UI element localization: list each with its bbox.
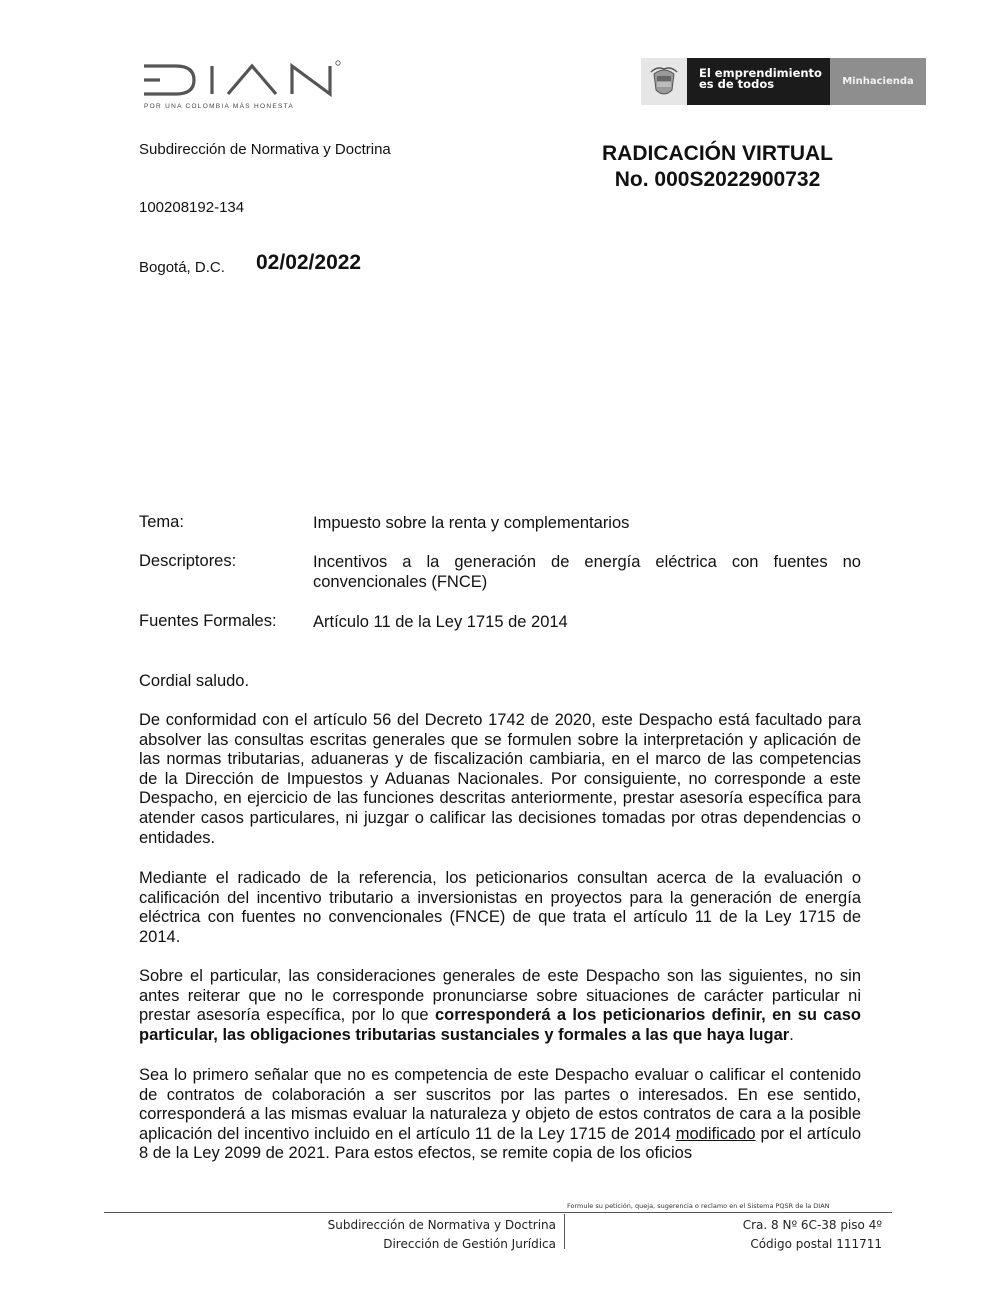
paragraph-3 [139,967,861,1045]
paragraph-3-bold: corresponderá a los peticionarios definir, en su caso particular, las obligaciones tributarias sustanciales y formales a las que haya lugar [139,1006,861,1044]
footer-divider [564,1214,565,1249]
letter-date: 02/02/2022 [256,251,362,274]
fuentes-value: Artículo 11 de la Ley 1715 de 2014 [313,613,568,631]
office-name: Subdirección de Normativa y Doctrina [139,141,391,158]
descriptores-label: Descriptores: [139,552,237,570]
greeting: Cordial saludo. [139,672,250,690]
city: Bogotá, D.C. [139,259,225,276]
paragraph-4 [139,1066,861,1164]
paragraph-3-end: . [789,1025,794,1044]
radicacion-block [560,141,875,193]
radicacion-number: No. 000S2022900732 [614,168,821,191]
banner-ministry: Minhacienda [830,58,926,105]
footer-address-line-2: Código postal 111711 [750,1237,882,1251]
paragraph-4-link[interactable]: modificado [675,1124,756,1143]
tema-value: Impuesto sobre la renta y complementarios [313,514,630,532]
footer-address [743,1216,882,1254]
reference-number: 100208192-134 [139,199,245,216]
coat-of-arms-icon [641,58,687,105]
dian-tagline: POR UNA COLOMBIA MÁS HONESTA [144,103,295,110]
banner-slogan: El emprendimiento es de todos [687,58,830,105]
paragraph-2: Mediante el radicado de la referencia, los peticionarios consultan acerca de la evaluación o calificación del incentivo tributario a inversionistas en proyectos para la generación de energía eléctrica con fuentes no convencionales (FNCE) de que trata el artículo 11 de la Ley 1715 de 2014. [139,869,861,946]
paragraph-4-end: por el artículo 8 de la Ley 2099 de 2021. Para estos efectos, se remite copia de los oficios [139,1124,861,1163]
radicacion-title: RADICACIÓN VIRTUAL [602,142,833,165]
government-banner [641,58,926,105]
fuentes-label: Fuentes Formales: [139,612,277,630]
tema-label: Tema: [139,513,184,531]
paragraph-4-text: Sea lo primero señalar que no es competencia de este Despacho evaluar o calificar el contenido de contratos de colaboración a ser suscritos por las partes o interesados. En ese sentido, corresponderá a las mismas evaluar la naturaleza y objeto de estos contratos de cara a la posible aplicación del incentivo incluido en el artículo 11 de la Ley 1715 de 2014 [139,1066,861,1143]
footer-office-line-1: Subdirección de Normativa y Doctrina [327,1218,556,1232]
footer-address-line-1: Cra. 8 Nº 6C-38 piso 4º [742,1218,882,1232]
pqsr-note: Formule su petición, queja, sugerencia o reclamo en el Sistema PQSR de la DIAN [567,1202,830,1210]
paragraph-1: De conformidad con el artículo 56 del Decreto 1742 de 2020, este Despacho está facultado para absolver las consultas escritas generales que se formulen sobre la interpretación y aplicación de las normas tributarias, aduaneras y de fiscalización cambiaria, en el marco de las competencias de la Dirección de Impuestos y Aduanas Nacionales. Por consiguiente, no corresponde a este Despacho, en ejercicio de las funciones descritas anteriormente, prestar asesoría específica para atender casos particulares, ni juzgar o calificar las decisiones tomadas por otras dependencias o entidades. [139,711,861,847]
footer-rule [104,1212,892,1213]
footer-office-line-2: Dirección de Gestión Jurídica [383,1237,556,1251]
paragraph-3-text: Sobre el particular, las consideraciones generales de este Despacho son las siguientes, no sin antes reiterar que no le corresponde pronunciarse sobre situaciones de carácter particular ni prestar asesoría específica, por lo que [139,967,861,1025]
descriptores-value: Incentivos a la generación de energía eléctrica con fuentes no convencionales (FNCE) [313,553,861,591]
footer-office [328,1216,556,1254]
